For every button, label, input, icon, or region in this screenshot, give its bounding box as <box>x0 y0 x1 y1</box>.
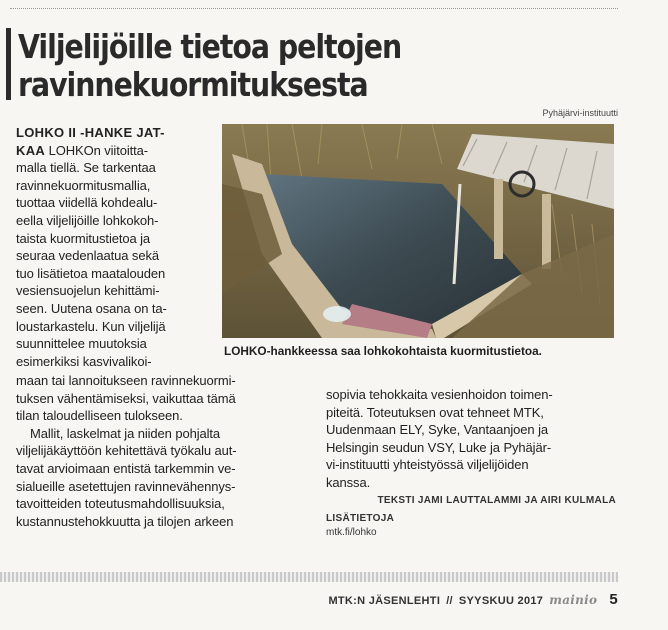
body-line: tavoitteiden toteutusmahdollisuuksia, <box>16 496 225 512</box>
body-line: eella viljelijöille lohkokoh- <box>16 212 159 228</box>
body-line: tuo lisätietoa maatalouden <box>16 265 166 281</box>
body-line: vesiensuojelun kehittämi- <box>16 283 160 299</box>
photo-credit: Pyhäjärvi-instituutti <box>542 108 618 118</box>
body-line: kanssa. <box>326 474 371 490</box>
body-line: kustannustehokkuutta ja tilojen arkeen <box>16 513 234 529</box>
footer-band <box>0 572 618 582</box>
paragraph-2 <box>16 425 316 531</box>
lead-paragraph <box>16 124 216 370</box>
body-line: vi-instituutti yhteistyössä viljelijöiden <box>326 457 529 473</box>
headline-line-1: Viljelijöille tietoa peltojen <box>18 27 402 66</box>
headline <box>18 28 534 104</box>
photo-illustration <box>222 124 614 338</box>
lead-kicker-1: LOHKO II -HANKE JAT- <box>16 125 165 140</box>
body-line: Uudenmaan ELY, Syke, Vantaanjoen ja <box>326 422 548 438</box>
body-line: taista kuormitustietoa ja <box>16 230 151 246</box>
footer-publication: MTK:N JÄSENLEHTI <box>328 595 441 607</box>
footer-issue: SYYSKUU 2017 <box>458 595 544 607</box>
body-line: Mallit, laskelmat ja niiden pohjalta <box>30 425 221 441</box>
body-column-wide <box>16 372 316 530</box>
headline-accent-bar <box>6 28 11 100</box>
body-line: malla tiellä. Se tarkentaa <box>16 160 156 176</box>
body-line: sialueille asetettujen ravinnevähennys- <box>16 478 236 494</box>
body-line: tilan taloudelliseen tulokseen. <box>16 408 183 424</box>
body-line: piteitä. Toteutuksen ovat tehneet MTK, <box>326 404 544 420</box>
lead-kicker-2: KAA <box>16 142 46 158</box>
headline-line-2: ravinnekuormituksesta <box>18 65 368 104</box>
body-column-left <box>16 124 216 370</box>
byline: TEKSTI JAMI LAUTTALAMMI JA AIRI KULMALA <box>377 495 616 506</box>
page-footer <box>328 591 618 608</box>
footer-separator: // <box>446 595 453 607</box>
body-column-right <box>326 386 616 492</box>
body-line: seen. Uutena osana on ta- <box>16 300 167 316</box>
body-line: Helsingin seudun VSY, Luke ja Pyhäjär- <box>326 439 552 455</box>
paragraph-2-continued <box>326 386 616 492</box>
body-line: tavat arvioimaan entistä tarkemmin ve- <box>16 460 236 476</box>
footer-brand-logo: mainio <box>549 593 598 607</box>
body-line: ravinnekuormitusmallia, <box>16 177 151 193</box>
body-line: tuottaa viidellä kohdealu- <box>16 195 158 211</box>
article-photo <box>222 124 614 338</box>
photo-caption: LOHKO-hankkeessa saa lohkokohtaista kuormitustietoa. <box>224 344 542 358</box>
body-line: LOHKOn viitoitta- <box>48 142 149 158</box>
body-line: sopivia tehokkaita vesienhoidon toimen- <box>326 387 553 402</box>
body-line: viljelijäkäyttöön kehitettävä työkalu aut- <box>16 443 237 459</box>
page-number: 5 <box>609 591 618 608</box>
body-line: maan tai lannoitukseen ravinnekuormi- <box>16 373 236 388</box>
body-line: esimerkiksi kasvivalikoi- <box>16 353 152 369</box>
body-line: loustarkastelu. Kun viljelijä <box>16 318 166 334</box>
body-line: suunnittelee muutoksia <box>16 336 147 352</box>
top-dotted-rule <box>10 8 618 9</box>
paragraph-1-continued <box>16 372 316 425</box>
body-line: seuraa vedenlaatua sekä <box>16 248 159 264</box>
body-line: tuksen vähentämiseksi, vaikuttaa tämä <box>16 390 236 406</box>
more-info-label: LISÄTIETOJA <box>326 513 395 524</box>
more-info-link[interactable]: mtk.fi/lohko <box>326 527 377 538</box>
